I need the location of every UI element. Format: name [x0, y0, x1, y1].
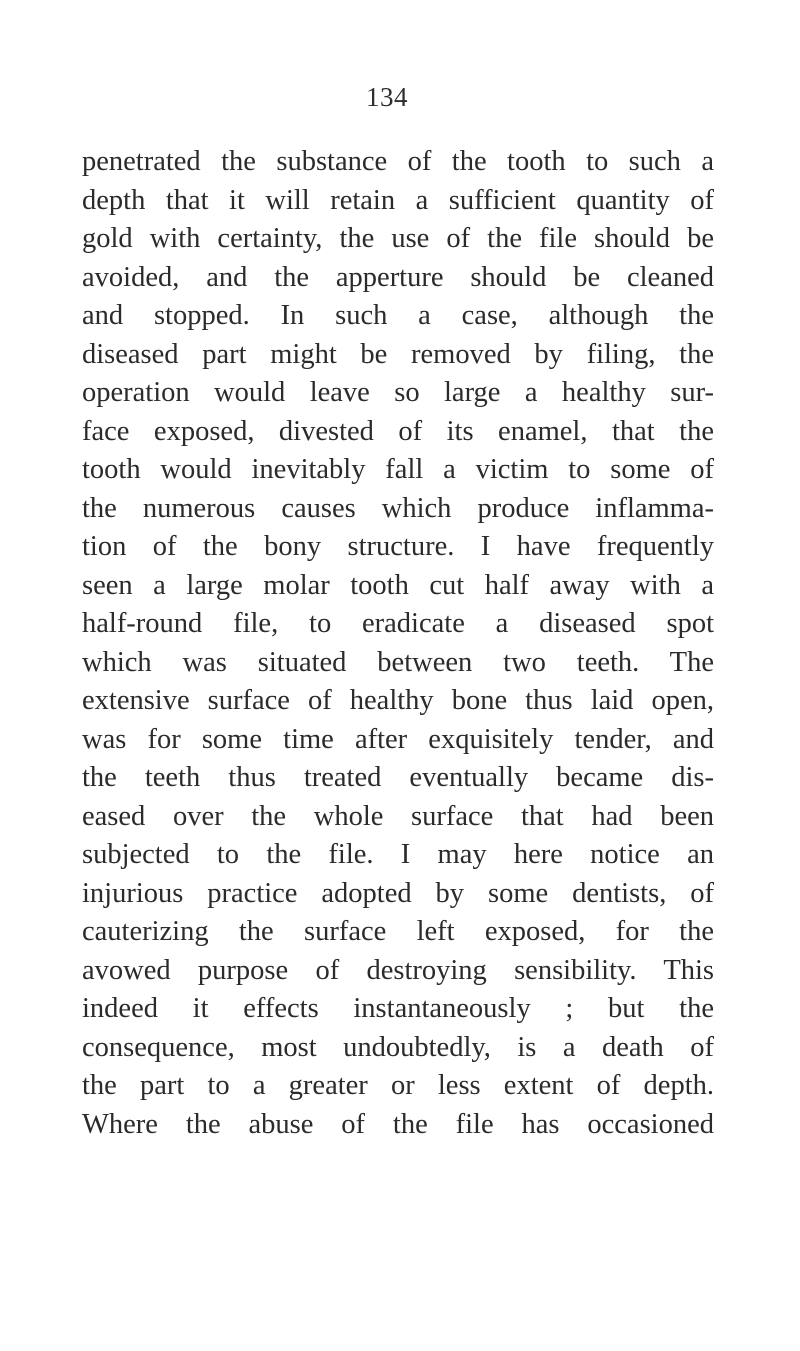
text-line: seen a large molar tooth cut half away with a [82, 569, 714, 601]
text-line: was for some time after exquisitely tender, and [82, 723, 714, 755]
text-line: extensive surface of healthy bone thus laid open, [82, 685, 714, 716]
text-line: avoided, and the apperture should be cleaned [82, 261, 714, 293]
text-line: depth that it will retain a sufficient quantity of [82, 184, 714, 216]
text-line: injurious practice adopted by some dentists, of [82, 877, 714, 909]
text-line: gold with certainty, the use of the file should be [82, 223, 714, 254]
text-line: tooth would inevitably fall a victim to some of [82, 454, 714, 485]
text-line: the teeth thus treated eventually became dis- [82, 762, 714, 793]
body-text [82, 143, 714, 1144]
text-line: the part to a greater or less extent of depth. [82, 1070, 714, 1101]
text-line: Where the abuse of the file has occasioned [82, 1108, 714, 1140]
text-line: tion of the bony structure. I have frequently [82, 531, 714, 562]
page-number: 134 [366, 82, 408, 112]
text-line: diseased part might be removed by filing, the [82, 338, 714, 370]
text-line: face exposed, divested of its enamel, that the [82, 415, 714, 447]
text-line: half-round file, to eradicate a diseased spot [82, 608, 714, 639]
text-line: eased over the whole surface that had been [82, 800, 714, 832]
text-line: and stopped. In such a case, although the [82, 300, 714, 331]
text-line: penetrated the substance of the tooth to such a [82, 146, 714, 177]
text-line: the numerous causes which produce inflamma- [82, 492, 714, 524]
text-line: consequence, most undoubtedly, is a death of [82, 1031, 714, 1063]
text-line: which was situated between two teeth. The [82, 646, 714, 678]
text-line: avowed purpose of destroying sensibility. This [82, 954, 714, 986]
text-line: subjected to the file. I may here notice an [82, 839, 714, 870]
text-line: cauterizing the surface left exposed, for the [82, 916, 714, 947]
text-line: operation would leave so large a healthy sur- [82, 377, 714, 408]
text-line: indeed it effects instantaneously ; but the [82, 993, 714, 1024]
